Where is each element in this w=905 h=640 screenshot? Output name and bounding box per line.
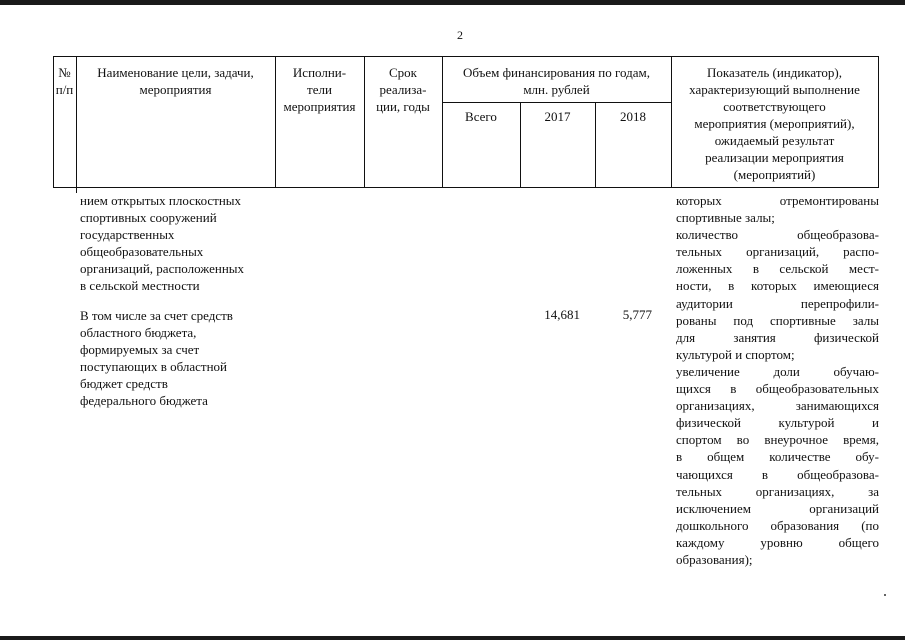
indicator-line: для занятия физической: [676, 329, 879, 345]
indicator-line: количество общеобразова-: [676, 227, 879, 243]
funding-source: [80, 307, 233, 409]
value-2018: 5,777: [622, 307, 652, 322]
header-name: [76, 64, 275, 98]
funding-source-line: В том числе за счет средств: [80, 308, 233, 323]
indicator-text: [676, 192, 879, 568]
header-indicator-line: (мероприятий): [733, 167, 816, 182]
indicator-line: организациях, занимающихся: [676, 398, 879, 414]
indicator-line: культурой и спортом;: [676, 346, 795, 362]
header-executors-line: мероприятия: [283, 99, 356, 114]
indicator-line: ложенных в сельской мест-: [676, 261, 879, 277]
indicator-line: дошкольного образования (по: [676, 517, 879, 533]
indicator-line: чающихся в общеобразова-: [676, 466, 879, 482]
header-funding-line: Объем финансирования по годам,: [462, 65, 651, 80]
header-name-line: мероприятия: [139, 82, 212, 97]
indicator-line: увеличение доли обучаю-: [676, 363, 879, 379]
header-indicator: [671, 64, 878, 183]
header-indicator-line: характеризующий выполнение: [689, 82, 860, 97]
header-executors-line: тели: [307, 82, 332, 97]
activity-name-line: организаций, расположенных: [80, 261, 245, 276]
header-name-line: Наименование цели, задачи,: [97, 65, 254, 80]
header-executors: [275, 64, 364, 115]
funding-source-line: поступающих в областной: [80, 359, 228, 374]
indicator-line: исключением организаций: [676, 500, 879, 516]
indicator-line: щихся в общеобразовательных: [676, 381, 879, 397]
header-term-line: Срок: [389, 65, 417, 80]
indicator-line: тельных организаций, распо-: [676, 244, 879, 260]
header-indicator-line: мероприятия (мероприятий),: [694, 116, 855, 131]
activity-name-line: общеобразовательных: [80, 244, 204, 259]
header-term-line: ции, годы: [376, 99, 430, 114]
activity-name-continuation: [80, 192, 244, 294]
header-number-line: №: [58, 65, 71, 80]
indicator-line: спортивные залы;: [676, 210, 775, 226]
activity-name-line: в сельской местности: [80, 278, 200, 293]
header-term: [364, 64, 442, 115]
header-funding: [442, 64, 671, 98]
page-number: 2: [457, 28, 463, 42]
indicator-line: которых отремонтированы: [676, 193, 879, 208]
header-year-2017: 2017: [544, 109, 571, 124]
activity-name-line: спортивных сооружений: [80, 210, 217, 225]
funding-source-line: федерального бюджета: [80, 393, 208, 408]
bottom-border: [0, 636, 905, 640]
indicator-line: аудитории перепрофили-: [676, 295, 879, 311]
activity-name-line: государственных: [80, 227, 175, 242]
header-indicator-line: реализации мероприятия: [705, 150, 844, 165]
header-indicator-line: Показатель (индикатор),: [707, 65, 842, 80]
funding-source-line: формируемых за счет: [80, 342, 200, 357]
indicator-line: каждому уровню общего: [676, 534, 879, 550]
header-number: [53, 64, 76, 98]
header-number-line: п/п: [55, 82, 74, 97]
indicator-line: тельных организациях, за: [676, 483, 879, 499]
indicator-line: спортом во внеурочное время,: [676, 432, 879, 448]
header-executors-line: Исполни-: [292, 65, 347, 80]
indicator-line: физической культурой и: [676, 415, 879, 431]
indicator-line: рованы под спортивные залы: [676, 312, 879, 328]
indicator-line: в общем количестве обу-: [676, 449, 879, 465]
indicator-line: ности, в которых имеющиеся: [676, 278, 879, 294]
header-total: Всего: [465, 109, 497, 124]
header-indicator-line: соответствующего: [723, 99, 826, 114]
header-term-line: реализа-: [379, 82, 427, 97]
top-border: [0, 0, 905, 5]
funding-source-line: областного бюджета,: [80, 325, 197, 340]
header-indicator-line: ожидаемый результат: [714, 133, 835, 148]
value-2017: 14,681: [544, 307, 580, 322]
activity-name-line: нием открытых плоскостных: [80, 193, 242, 208]
scan-speck: [884, 594, 886, 596]
funding-source-line: бюджет средств: [80, 376, 168, 391]
header-funding-line: млн. рублей: [523, 82, 590, 97]
header-year-2018: 2018: [620, 109, 646, 124]
indicator-line: образования);: [676, 551, 753, 567]
